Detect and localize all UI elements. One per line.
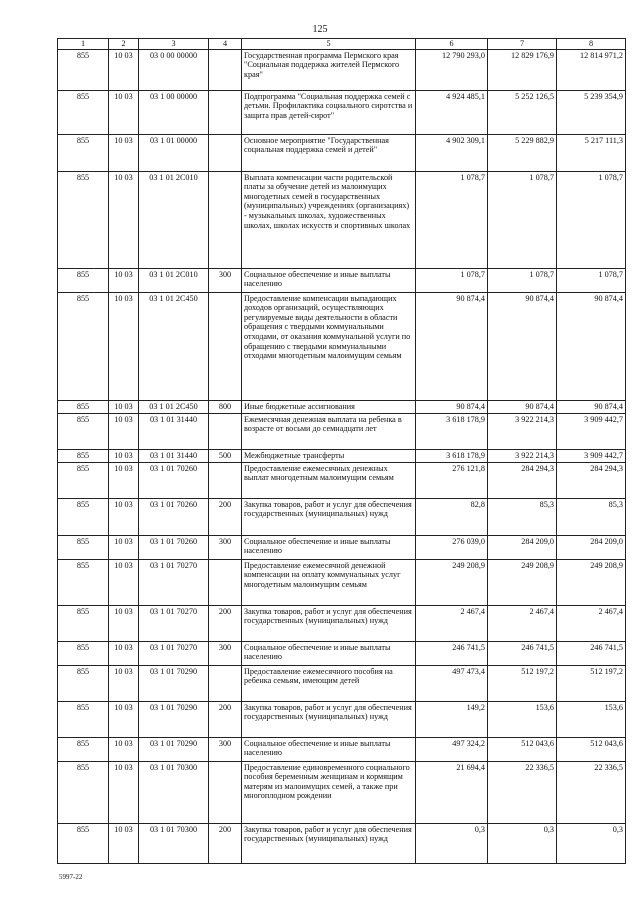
cell-amount-6: 497 324,2 [416,737,488,761]
cell-section-code: 10 03 [109,761,139,823]
column-header: 5 [242,39,416,50]
cell-amount-8: 512 043,6 [557,737,626,761]
cell-target-code: 03 1 01 70260 [139,498,209,535]
cell-expense-type: 300 [209,535,242,559]
cell-amount-8: 5 217 111,3 [557,134,626,171]
cell-ministry-code: 855 [58,171,109,268]
cell-amount-8: 12 814 971,2 [557,49,626,90]
cell-amount-8: 2 467,4 [557,605,626,641]
cell-target-code: 03 1 01 31440 [139,449,209,462]
cell-description: Межбюджетные трансферты [242,449,416,462]
cell-expense-type: 300 [209,268,242,292]
cell-amount-6: 497 473,4 [416,665,488,701]
table-row [58,605,626,641]
cell-ministry-code: 855 [58,462,109,498]
cell-target-code: 03 1 01 2С450 [139,292,209,400]
cell-expense-type: 800 [209,400,242,413]
cell-description: Иные бюджетные ассигнования [242,400,416,413]
cell-amount-6: 1 078,7 [416,268,488,292]
cell-section-code: 10 03 [109,535,139,559]
cell-amount-6: 276 039,0 [416,535,488,559]
cell-amount-7: 22 336,5 [488,761,557,823]
cell-description: Предоставление ежемесячного пособия на ребенка семьям, имеющим детей [242,665,416,701]
cell-section-code: 10 03 [109,462,139,498]
cell-target-code: 03 1 01 70270 [139,641,209,665]
table-row [58,737,626,761]
cell-section-code: 10 03 [109,701,139,737]
cell-amount-8: 153,6 [557,701,626,737]
cell-amount-6: 90 874,4 [416,292,488,400]
cell-section-code: 10 03 [109,400,139,413]
cell-ministry-code: 855 [58,701,109,737]
cell-expense-type: 500 [209,449,242,462]
cell-target-code: 03 1 01 70270 [139,605,209,641]
cell-target-code: 03 1 01 70260 [139,462,209,498]
cell-ministry-code: 855 [58,498,109,535]
cell-section-code: 10 03 [109,737,139,761]
cell-description: Предоставление ежемесячной денежной компенсации на оплату коммунальных услуг многодетным малоимущим семьям [242,559,416,605]
cell-section-code: 10 03 [109,559,139,605]
cell-target-code: 03 1 01 2С450 [139,400,209,413]
cell-target-code: 03 1 01 00000 [139,134,209,171]
table-row [58,90,626,134]
cell-ministry-code: 855 [58,268,109,292]
cell-amount-6: 21 694,4 [416,761,488,823]
cell-amount-7: 1 078,7 [488,268,557,292]
cell-amount-8: 90 874,4 [557,292,626,400]
cell-description: Закупка товаров, работ и услуг для обеспечения государственных (муниципальных) нужд [242,498,416,535]
table-row [58,171,626,268]
column-header: 2 [109,39,139,50]
cell-description: Закупка товаров, работ и услуг для обеспечения государственных (муниципальных) нужд [242,701,416,737]
cell-section-code: 10 03 [109,90,139,134]
cell-amount-6: 4 924 485,1 [416,90,488,134]
cell-amount-7: 5 229 882,9 [488,134,557,171]
cell-amount-8: 0,3 [557,823,626,863]
cell-expense-type [209,171,242,268]
cell-section-code: 10 03 [109,292,139,400]
cell-ministry-code: 855 [58,665,109,701]
cell-ministry-code: 855 [58,823,109,863]
cell-description: Социальное обеспечение и иные выплаты населению [242,641,416,665]
cell-amount-7: 85,3 [488,498,557,535]
cell-section-code: 10 03 [109,268,139,292]
table-body [58,49,626,863]
cell-amount-8: 284 294,3 [557,462,626,498]
cell-amount-8: 284 209,0 [557,535,626,559]
table-row [58,400,626,413]
cell-expense-type [209,761,242,823]
cell-target-code: 03 1 00 00000 [139,90,209,134]
table-row [58,641,626,665]
cell-amount-7: 284 209,0 [488,535,557,559]
cell-amount-8: 5 239 354,9 [557,90,626,134]
cell-expense-type [209,665,242,701]
cell-amount-6: 82,8 [416,498,488,535]
cell-ministry-code: 855 [58,413,109,449]
cell-description: Выплата компенсации части родительской платы за обучение детей из малоимущих многодетных семей в государственных (муниципальных) учреждениях (организациях) - музыкальных школах, художественных школах, школах искусств и спортивных школах [242,171,416,268]
cell-expense-type: 200 [209,498,242,535]
cell-section-code: 10 03 [109,823,139,863]
table-row [58,761,626,823]
cell-ministry-code: 855 [58,535,109,559]
cell-target-code: 03 1 01 70290 [139,737,209,761]
cell-target-code: 03 1 01 70290 [139,701,209,737]
cell-ministry-code: 855 [58,737,109,761]
cell-ministry-code: 855 [58,90,109,134]
cell-amount-7: 1 078,7 [488,171,557,268]
table-row [58,268,626,292]
cell-ministry-code: 855 [58,134,109,171]
cell-amount-8: 3 909 442,7 [557,449,626,462]
cell-amount-7: 249 208,9 [488,559,557,605]
cell-section-code: 10 03 [109,134,139,171]
cell-amount-7: 12 829 176,9 [488,49,557,90]
cell-target-code: 03 1 01 70300 [139,823,209,863]
cell-ministry-code: 855 [58,400,109,413]
cell-section-code: 10 03 [109,605,139,641]
column-header: 7 [488,39,557,50]
cell-amount-6: 246 741,5 [416,641,488,665]
cell-expense-type [209,49,242,90]
cell-amount-7: 512 043,6 [488,737,557,761]
cell-description: Закупка товаров, работ и услуг для обеспечения государственных (муниципальных) нужд [242,823,416,863]
cell-ministry-code: 855 [58,49,109,90]
table-header [58,39,626,50]
cell-amount-6: 249 208,9 [416,559,488,605]
table-row [58,449,626,462]
cell-amount-6: 12 790 293,0 [416,49,488,90]
cell-target-code: 03 1 01 70270 [139,559,209,605]
cell-target-code: 03 1 01 70300 [139,761,209,823]
cell-description: Предоставление компенсации выпадающих доходов организаций, осуществляющих регулируемые виды деятельности в области обращения с твердыми коммунальными отходами, от оказания коммунальной услуги по обращению с твердыми коммунальными отходами многодетным малоимущим семьям [242,292,416,400]
cell-target-code: 03 1 01 31440 [139,413,209,449]
cell-amount-7: 90 874,4 [488,292,557,400]
cell-amount-8: 1 078,7 [557,268,626,292]
cell-amount-8: 246 741,5 [557,641,626,665]
cell-expense-type [209,462,242,498]
cell-ministry-code: 855 [58,605,109,641]
cell-amount-6: 0,3 [416,823,488,863]
cell-description: Основное мероприятие "Государственная социальная поддержка семей и детей" [242,134,416,171]
cell-ministry-code: 855 [58,641,109,665]
page-number: 125 [312,24,328,35]
cell-section-code: 10 03 [109,498,139,535]
cell-description: Закупка товаров, работ и услуг для обеспечения государственных (муниципальных) нужд [242,605,416,641]
cell-amount-6: 90 874,4 [416,400,488,413]
cell-amount-8: 512 197,2 [557,665,626,701]
cell-description: Социальное обеспечение и иные выплаты населению [242,737,416,761]
table-row [58,292,626,400]
cell-amount-8: 3 909 442,7 [557,413,626,449]
table-row [58,462,626,498]
cell-section-code: 10 03 [109,49,139,90]
table-row [58,559,626,605]
cell-amount-6: 276 121,8 [416,462,488,498]
cell-amount-6: 149,2 [416,701,488,737]
cell-ministry-code: 855 [58,449,109,462]
cell-ministry-code: 855 [58,292,109,400]
cell-expense-type [209,559,242,605]
cell-expense-type: 300 [209,641,242,665]
cell-section-code: 10 03 [109,641,139,665]
table-row [58,665,626,701]
cell-section-code: 10 03 [109,413,139,449]
cell-amount-7: 5 252 126,5 [488,90,557,134]
table-row [58,823,626,863]
column-header: 4 [209,39,242,50]
cell-expense-type [209,292,242,400]
cell-description: Социальное обеспечение и иные выплаты населению [242,535,416,559]
cell-section-code: 10 03 [109,171,139,268]
cell-amount-6: 1 078,7 [416,171,488,268]
table-row [58,49,626,90]
cell-expense-type: 200 [209,823,242,863]
cell-amount-8: 249 208,9 [557,559,626,605]
cell-amount-7: 0,3 [488,823,557,863]
cell-amount-8: 22 336,5 [557,761,626,823]
cell-amount-8: 1 078,7 [557,171,626,268]
cell-target-code: 03 1 01 2С010 [139,268,209,292]
cell-amount-7: 90 874,4 [488,400,557,413]
cell-expense-type [209,413,242,449]
table-row [58,134,626,171]
cell-amount-8: 90 874,4 [557,400,626,413]
cell-amount-7: 284 294,3 [488,462,557,498]
cell-expense-type [209,90,242,134]
cell-amount-6: 3 618 178,9 [416,449,488,462]
cell-section-code: 10 03 [109,449,139,462]
cell-target-code: 03 0 00 00000 [139,49,209,90]
cell-ministry-code: 855 [58,559,109,605]
cell-target-code: 03 1 01 70260 [139,535,209,559]
column-header: 1 [58,39,109,50]
column-header: 8 [557,39,626,50]
table-row [58,413,626,449]
cell-expense-type: 300 [209,737,242,761]
cell-description: Подпрограмма "Социальная поддержка семей с детьми. Профилактика социального сиротства и защита прав детей-сирот" [242,90,416,134]
cell-amount-7: 3 922 214,3 [488,449,557,462]
cell-description: Предоставление единовременного социального пособия беременным женщинам и кормящим матерям из малоимущих семей, а также при многоплодном рождении [242,761,416,823]
cell-target-code: 03 1 01 2С010 [139,171,209,268]
cell-expense-type [209,134,242,171]
cell-target-code: 03 1 01 70290 [139,665,209,701]
cell-expense-type: 200 [209,701,242,737]
cell-amount-8: 85,3 [557,498,626,535]
budget-table [57,38,626,864]
cell-amount-7: 3 922 214,3 [488,413,557,449]
cell-amount-7: 246 741,5 [488,641,557,665]
column-header: 6 [416,39,488,50]
cell-ministry-code: 855 [58,761,109,823]
cell-section-code: 10 03 [109,665,139,701]
cell-amount-6: 2 467,4 [416,605,488,641]
cell-description: Социальное обеспечение и иные выплаты населению [242,268,416,292]
cell-amount-7: 512 197,2 [488,665,557,701]
cell-description: Ежемесячная денежная выплата на ребенка в возрасте от восьми до семнадцати лет [242,413,416,449]
cell-amount-6: 4 902 309,1 [416,134,488,171]
cell-amount-6: 3 618 178,9 [416,413,488,449]
footer-code: 5997-22 [59,873,83,881]
table-row [58,535,626,559]
column-header: 3 [139,39,209,50]
table-row [58,498,626,535]
cell-description: Государственная программа Пермского края "Социальная поддержка жителей Пермского края" [242,49,416,90]
cell-amount-7: 2 467,4 [488,605,557,641]
header-row [58,39,626,50]
table-row [58,701,626,737]
cell-amount-7: 153,6 [488,701,557,737]
cell-expense-type: 200 [209,605,242,641]
cell-description: Предоставление ежемесячных денежных выплат многодетным малоимущим семьям [242,462,416,498]
